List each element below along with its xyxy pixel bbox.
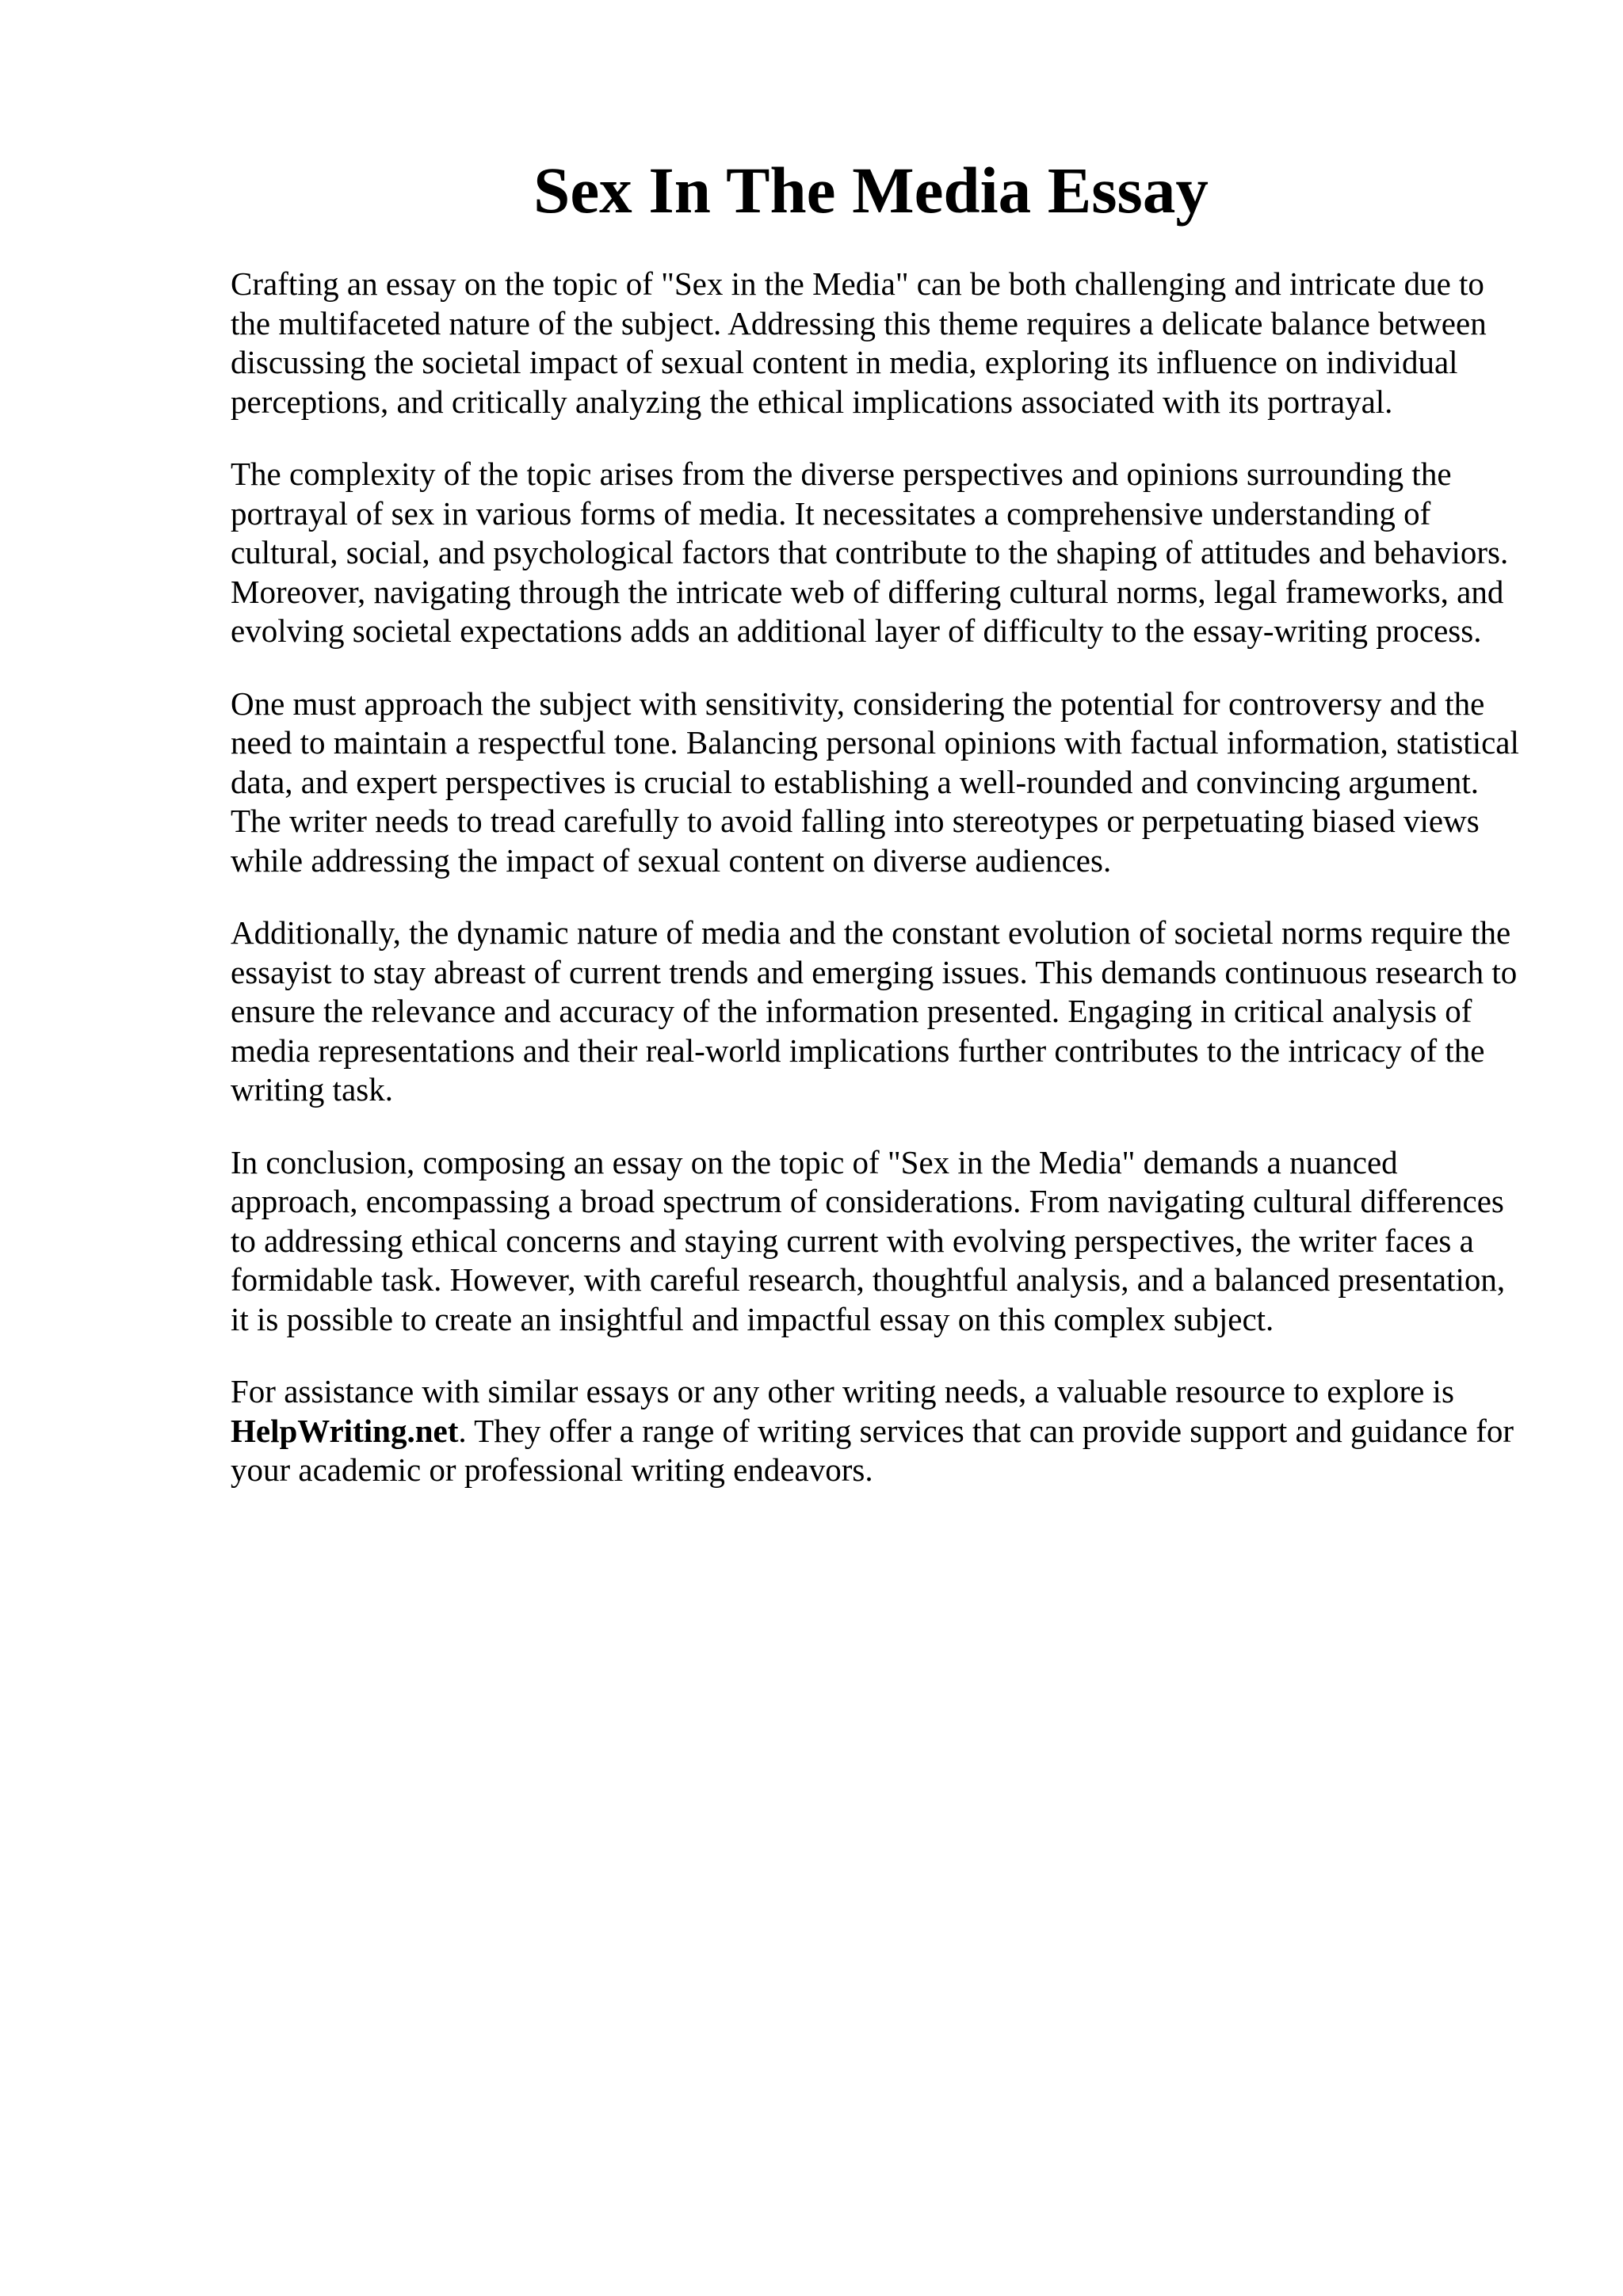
- paragraph-6: [231, 1372, 1522, 1490]
- paragraph-6-intro: For assistance with similar essays or any other writing needs, a valuable resource to explore is: [231, 1373, 1454, 1409]
- paragraph-4: Additionally, the dynamic nature of media and the constant evolution of societal norms require the essayist to stay abreast of current trends and emerging issues. This demands continuous research to ensure the relevance and accuracy of the information presented. Engaging in critical analysis of media representations and their real-world implications further contributes to the intricacy of the writing task.: [231, 914, 1518, 1108]
- paragraph-3: One must approach the subject with sensitivity, considering the potential for controversy and the need to maintain a respectful tone. Balancing personal opinions with factual information, statistical data, and expert perspectives is crucial to establishing a well-rounded and convincing argument. The writer needs to tread carefully to avoid falling into stereotypes or perpetuating biased views while addressing the impact of sexual content on diverse audiences.: [231, 685, 1519, 879]
- paragraph-2: The complexity of the topic arises from the diverse perspectives and opinions surrounding the portrayal of sex in various forms of media. It necessitates a comprehensive understanding of cultural, social, and psychological factors that contribute to the shaping of attitudes and behaviors. Moreover, navigating through the intricate web of differing cultural norms, legal frameworks, and evolving societal expectations adds an additional layer of difficulty to the essay-writing process.: [231, 456, 1509, 649]
- document-title: Sex In The Media Essay: [533, 154, 1209, 227]
- document-body: [231, 265, 1522, 1524]
- paragraph-5: In conclusion, composing an essay on the topic of "Sex in the Media" demands a nuanced approach, encompassing a broad spectrum of considerations. From navigating cultural differences to addressing ethical concerns and staying current with evolving perspectives, the writer faces a formidable task. However, with careful research, thoughtful analysis, and a balanced presentation, it is possible to create an insightful and impactful essay on this complex subject.: [231, 1143, 1506, 1337]
- paragraph-1: Crafting an essay on the topic of "Sex in the Media" can be both challenging and intricate due to the multifaceted nature of the subject. Addressing this theme requires a delicate balance between discussing the societal impact of sexual content in media, exploring its influence on individual perceptions, and critically analyzing the ethical implications associated with its portrayal.: [231, 265, 1487, 420]
- helpwriting-link-text: HelpWriting.net: [231, 1412, 459, 1449]
- paragraph-6-rest: . They offer a range of writing services that can provide support and guidance for your academic or professional writing endeavors.: [231, 1412, 1514, 1488]
